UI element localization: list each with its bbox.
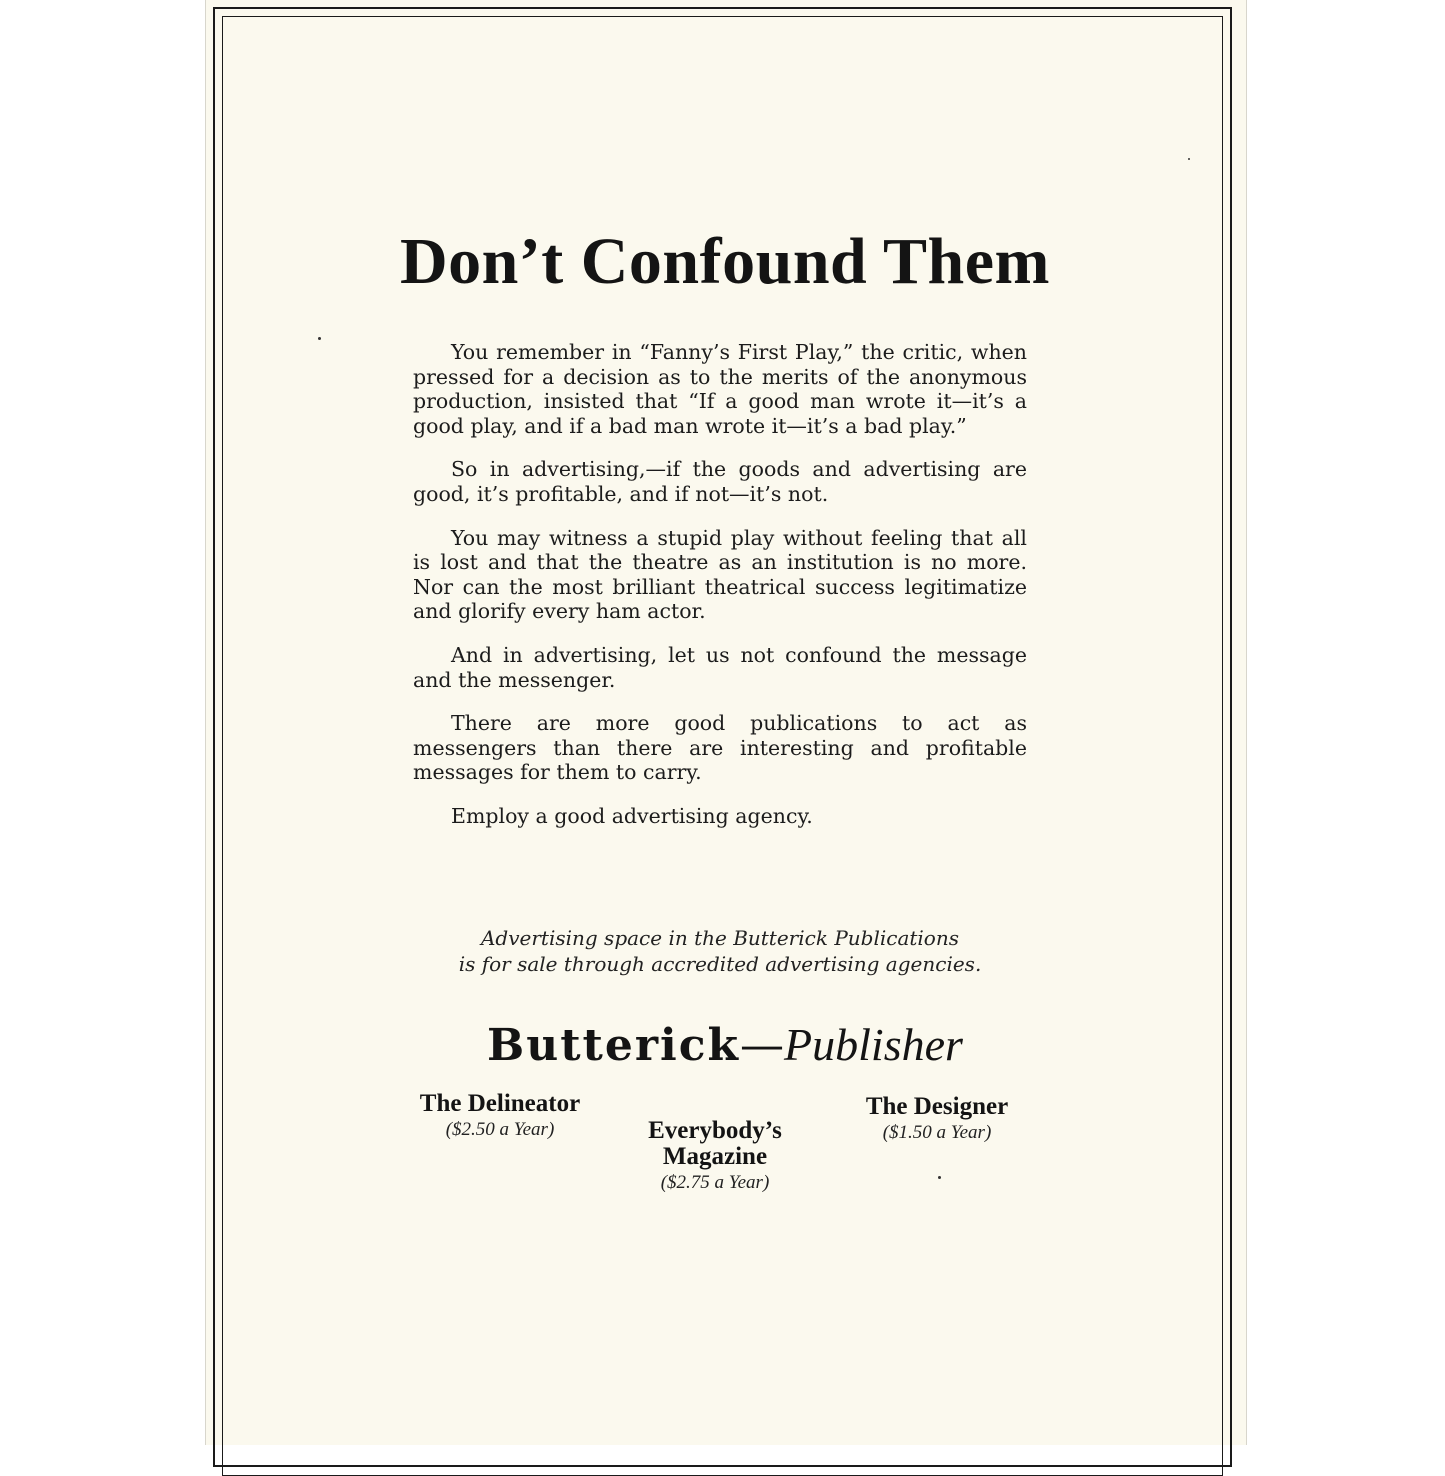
ad-body [413,340,1027,848]
ad-headline: Don’t Confound Them [399,225,1051,298]
tagline-line: Advertising space in the Butterick Publications [480,926,959,950]
ad-paragraph: You may witness a stupid play without feeling that all is lost and that the theatre as an institution is no more. Nor can the most brilliant theatrical success legitimatize and glorify every ham actor. [413,525,1027,624]
magazine-name: The Delineator [419,1090,581,1117]
magazine-delineator [400,1091,600,1143]
magazine-name-line2: Magazine [662,1143,768,1170]
ad-paragraph: There are more good publications to act as messengers than there are interesting and profitable messages for them to carry. [413,711,1027,785]
publisher-name: Butterick [487,1020,741,1071]
ad-paragraph: And in advertising, let us not confound the message and the messenger. [413,642,1027,692]
ad-tagline [420,925,1020,977]
magazine-price: ($2.50 a Year) [445,1119,555,1140]
magazine-everybodys [615,1118,815,1196]
print-speck [318,337,321,340]
magazine-name: The Designer [865,1093,1009,1120]
print-speck [938,1176,941,1179]
ad-paragraph: Employ a good advertising agency. [451,803,813,828]
ad-paragraph: You remember in “Fanny’s First Play,” the critic, when pressed for a decision as to the merits of the anonymous production, insisted that “If a good man wrote it—it’s a good play, and if a bad man wrote it—it’s a bad play.” [413,340,1027,438]
tagline-line: is for sale through accredited advertising agencies. [458,952,982,976]
publisher-dash: — [740,1020,785,1071]
ad-paragraph: So in advertising,—if the goods and advertising are good, it’s profitable, and if not—it’s not. [413,457,1027,506]
print-speck [1188,158,1190,160]
magazine-designer [837,1094,1037,1146]
magazine-name-line1: Everybody’s [648,1117,782,1144]
publisher-role: Publisher [784,1019,963,1070]
magazine-price: ($2.75 a Year) [660,1172,770,1193]
magazine-price: ($1.50 a Year) [882,1122,992,1143]
publisher-signature [330,1018,1120,1071]
